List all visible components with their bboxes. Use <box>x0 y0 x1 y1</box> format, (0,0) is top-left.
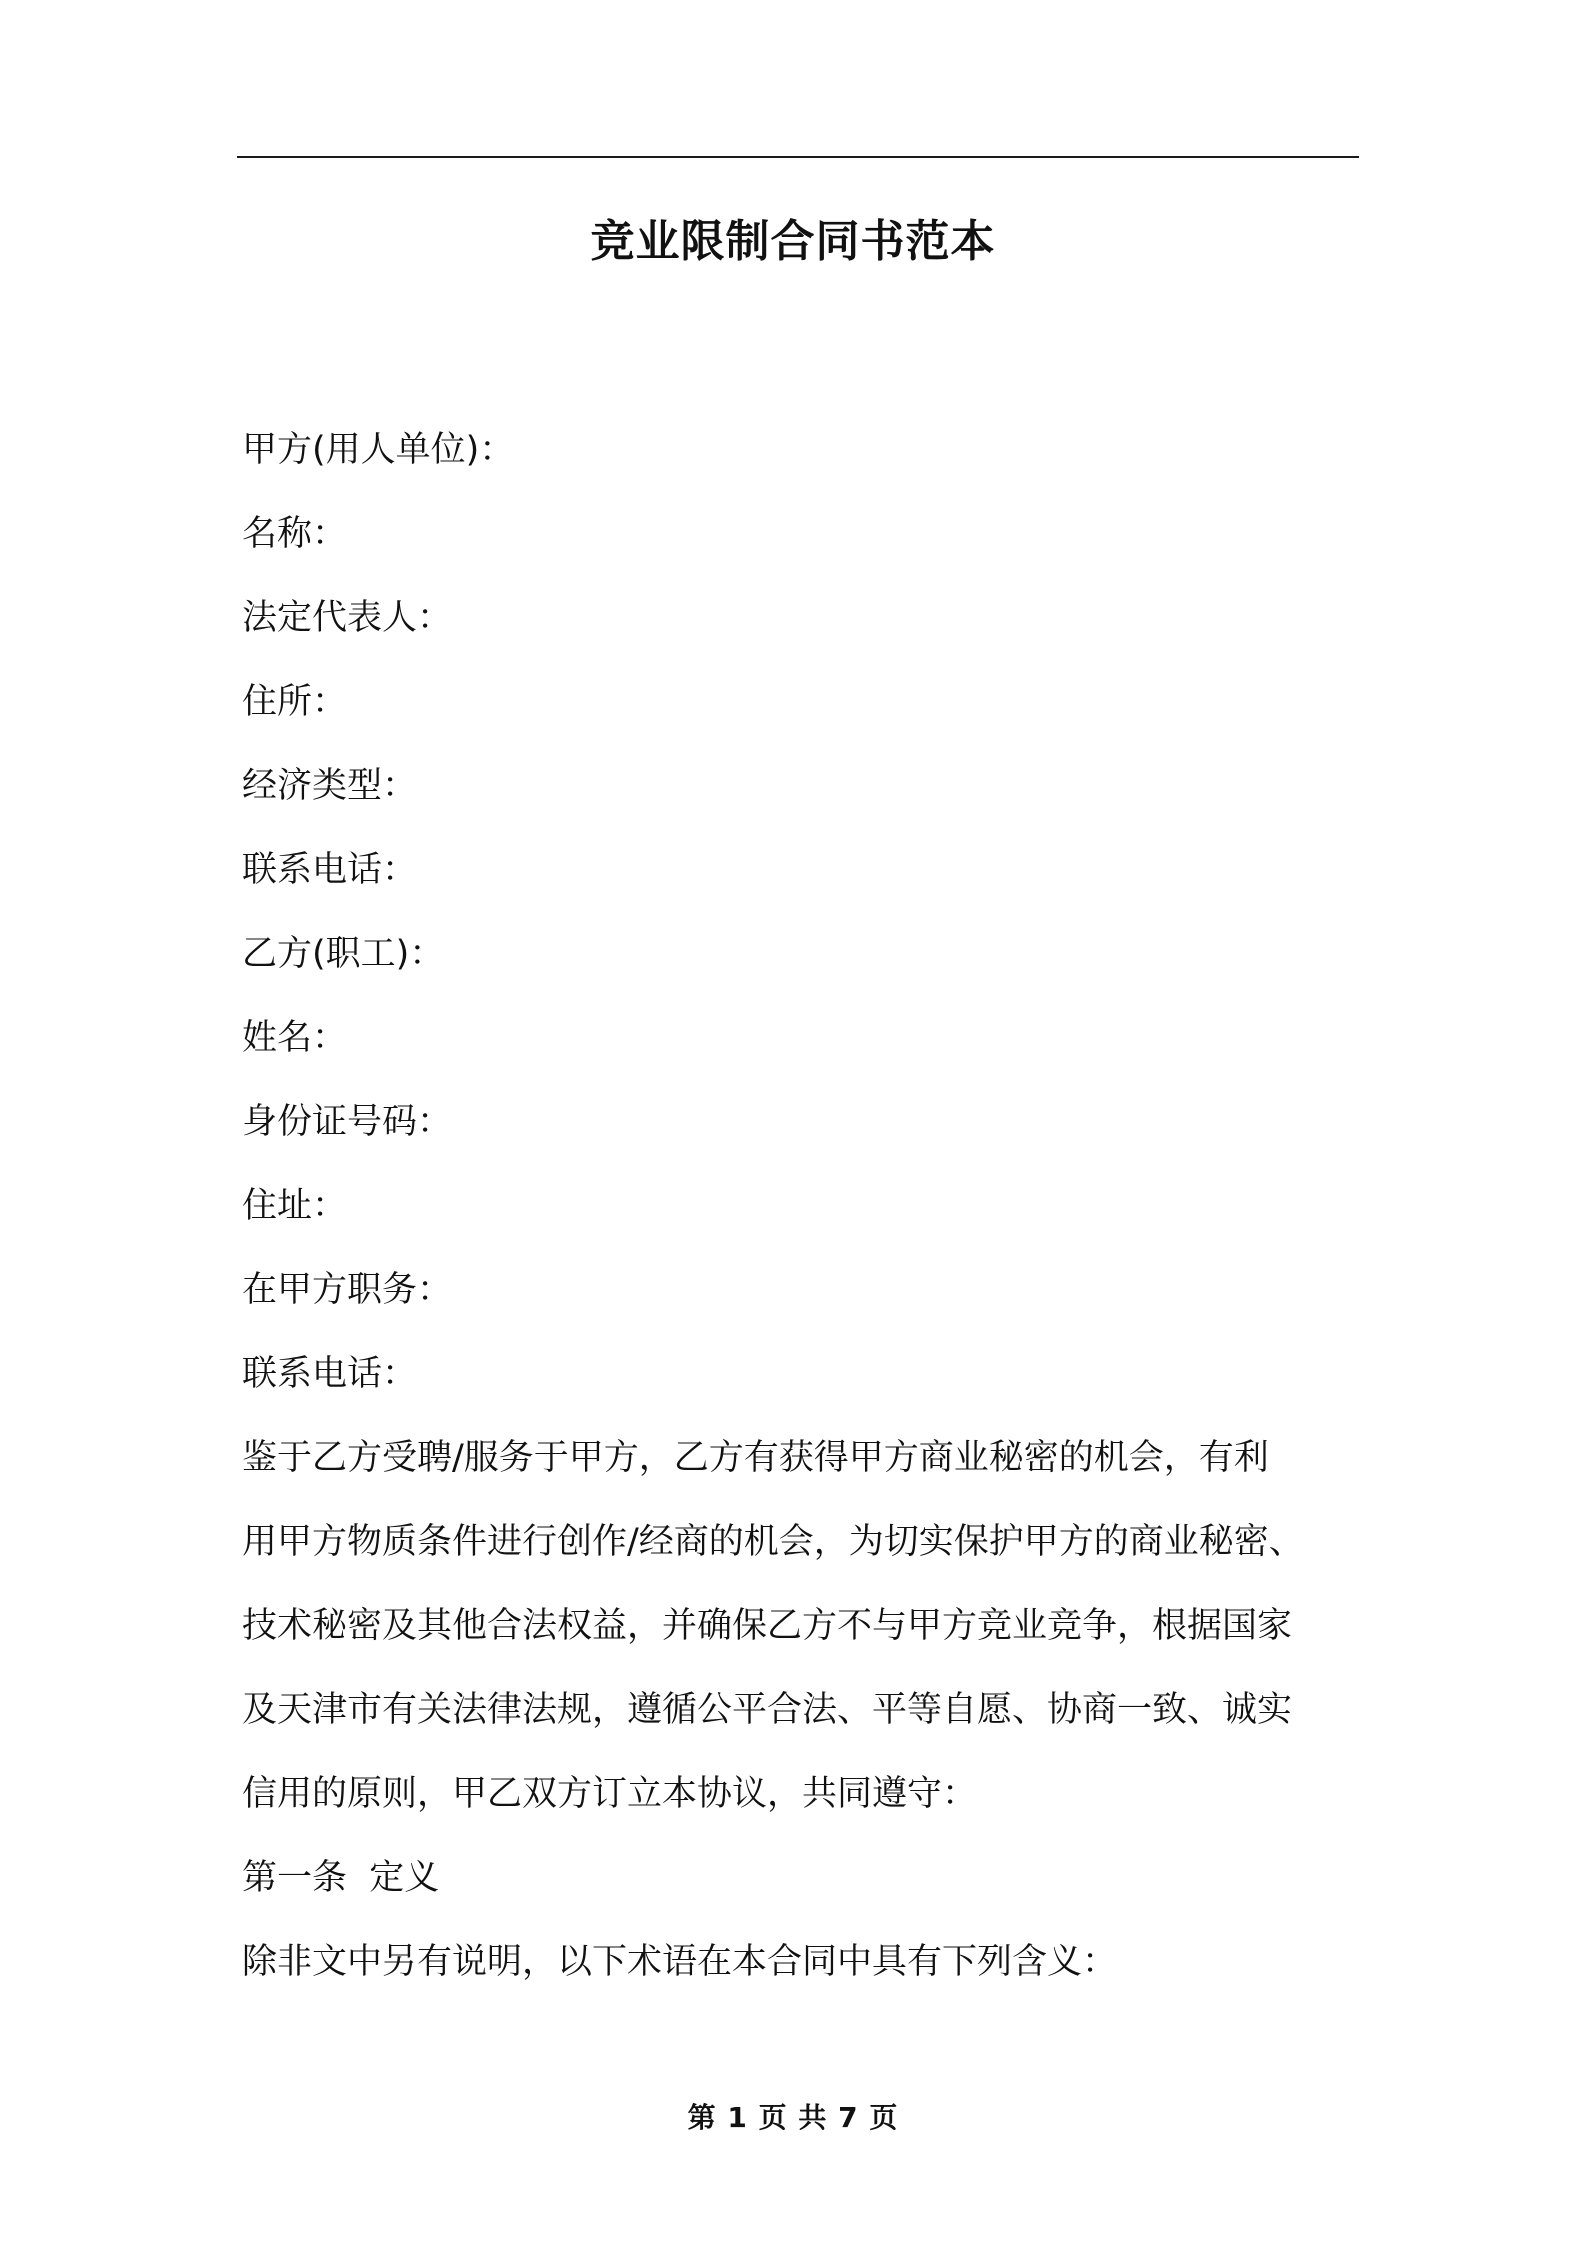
header-rule <box>237 156 1359 158</box>
party-a-economic-type-label: 经济类型： <box>242 766 418 806</box>
party-b-name-label: 姓名： <box>242 1018 348 1058</box>
document-title: 竞业限制合同书范本 <box>590 216 996 267</box>
document-body <box>242 408 1372 2004</box>
party-b-position-label: 在甲方职务： <box>242 1270 453 1310</box>
party-b-address-label: 住址： <box>242 1186 348 1226</box>
party-a-heading: 甲方(用人单位)： <box>242 430 515 470</box>
party-a-legal-rep-label: 法定代表人： <box>242 598 453 638</box>
page-number-footer: 第 1 页 共 7 页 <box>687 2101 899 2134</box>
preamble-line: 用甲方物质条件进行创作/经商的机会，为切实保护甲方的商业秘密、 <box>242 1522 1304 1562</box>
preamble-paragraph <box>242 1416 1372 1836</box>
article-1-intro: 除非文中另有说明，以下术语在本合同中具有下列含义： <box>242 1942 1118 1982</box>
party-b-heading: 乙方(职工)： <box>242 934 445 974</box>
preamble-line: 技术秘密及其他合法权益，并确保乙方不与甲方竞业竞争，根据国家 <box>242 1606 1293 1646</box>
preamble-line: 鉴于乙方受聘/服务于甲方，乙方有获得甲方商业秘密的机会，有利 <box>242 1438 1269 1478</box>
article-1-title: 第一条 定义 <box>242 1858 440 1898</box>
preamble-line: 及天津市有关法律法规，遵循公平合法、平等自愿、协商一致、诚实 <box>242 1690 1293 1730</box>
preamble-line: 信用的原则，甲乙双方订立本协议，共同遵守： <box>242 1774 978 1814</box>
party-b-phone-label: 联系电话： <box>242 1354 418 1394</box>
party-a-phone-label: 联系电话： <box>242 850 418 890</box>
party-a-address-label: 住所： <box>242 682 348 722</box>
party-b-id-label: 身份证号码： <box>242 1102 453 1142</box>
party-a-name-label: 名称： <box>242 514 348 554</box>
